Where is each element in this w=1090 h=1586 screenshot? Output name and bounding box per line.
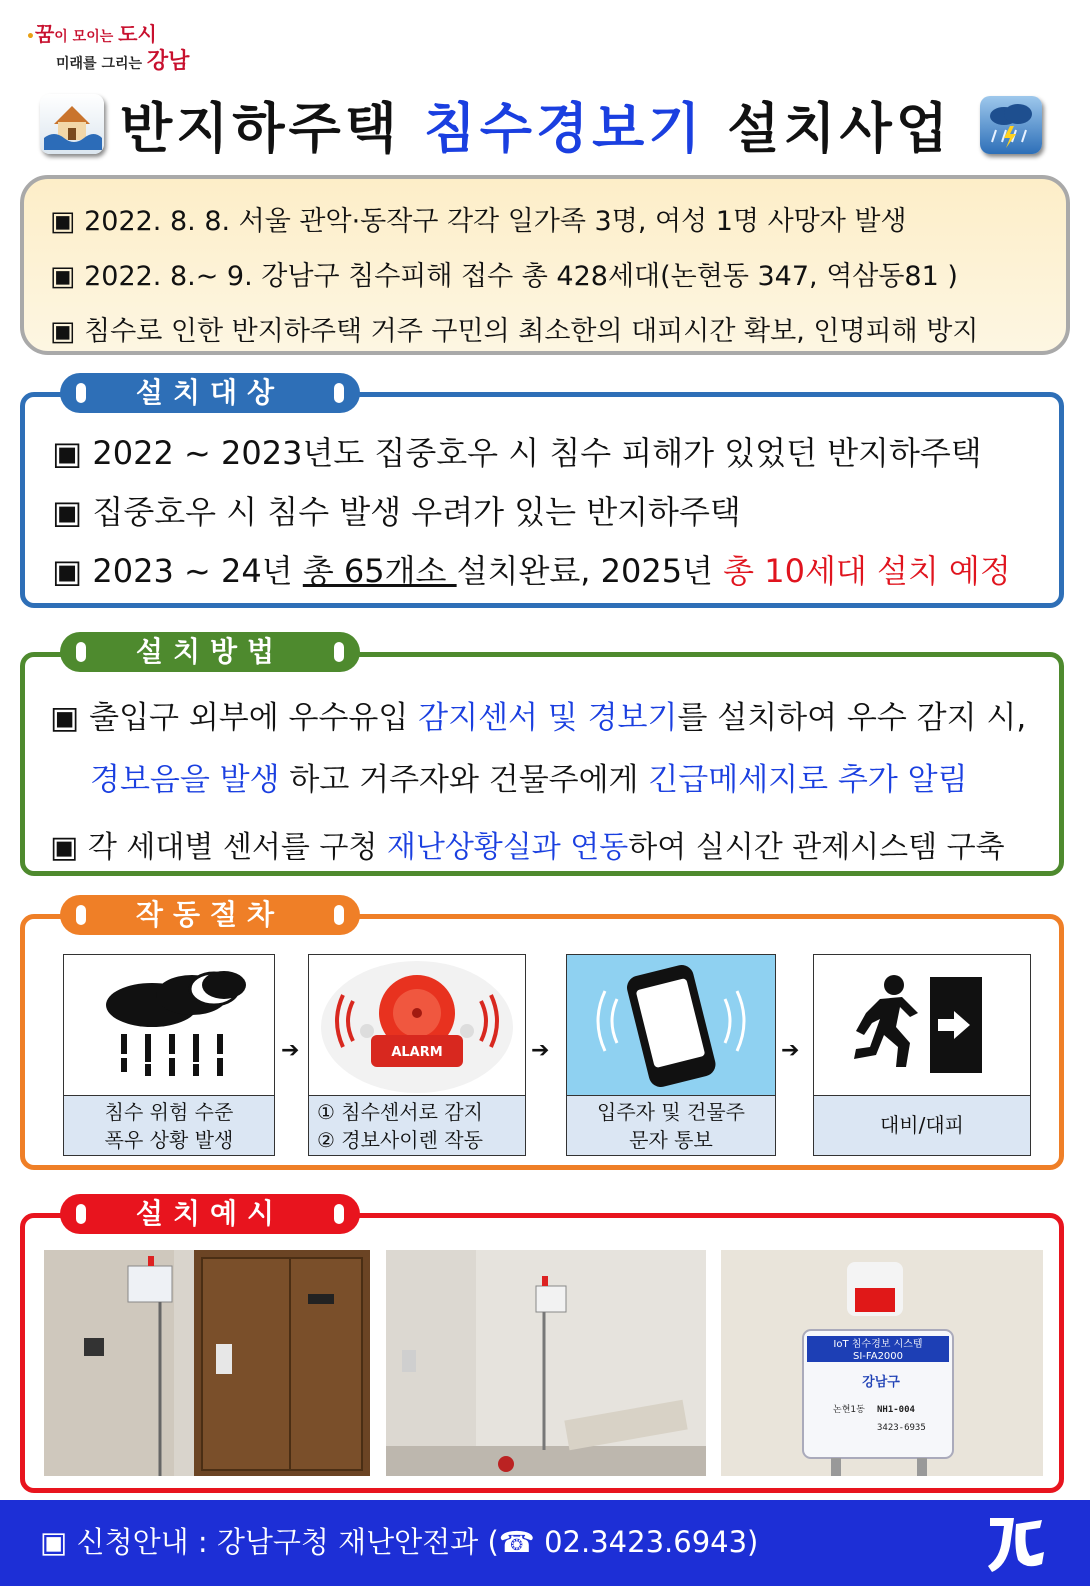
footer-bar [0, 1500, 1090, 1586]
gangnam-slogan-logo [22, 14, 222, 74]
procedure-arrow-2: ➔ [531, 1038, 550, 1063]
flooded-house-icon [40, 94, 104, 154]
procedure-step-2-caption: ① 침수센서로 감지 ② 경보사이렌 작동 [309, 1095, 525, 1155]
phone-vibrate-icon [567, 955, 775, 1095]
target-line-3: ▣ 2023 ~ 24년 총 65개소 설치완료, 2025년 총 10세대 설치 예정 [52, 552, 1011, 590]
procedure-arrow-1: ➔ [281, 1038, 300, 1063]
procedure-step-1 [63, 954, 275, 1156]
gangnam-district-emblem-icon [986, 1510, 1046, 1576]
method-section-heading: 설치방법 [60, 632, 360, 672]
storm-cloud-icon [980, 96, 1042, 154]
procedure-step-3 [566, 954, 776, 1156]
summary-line-2: ▣ 2022. 8.~ 9. 강남구 침수피해 접수 총 428세대(논현동 347, 역삼동81 ) [50, 261, 958, 292]
svg-text:ALARM: ALARM [391, 1045, 443, 1060]
example-photo-device [721, 1250, 1043, 1476]
contact-info: ▣ 신청안내 : 강남구청 재난안전과 (☎ 02.3423.6943) [40, 1525, 759, 1559]
background-summary-box [20, 175, 1070, 355]
procedure-step-3-caption: 입주자 및 건물주 문자 통보 [567, 1095, 775, 1155]
method-line-3: ▣ 각 세대별 센서를 구청 재난상황실과 연동하여 실시간 관제시스템 구축 [50, 830, 1005, 865]
alarm-bell-icon [309, 955, 525, 1095]
procedure-step-1-caption: 침수 위험 수준 폭우 상황 발생 [64, 1095, 274, 1155]
target-line-1: ▣ 2022 ~ 2023년도 집중호우 시 침수 피해가 있었던 반지하주택 [52, 434, 982, 472]
procedure-step-2 [308, 954, 526, 1156]
logo-line2: 미래를 그리는 강남 [56, 49, 190, 74]
example-photo-door [44, 1250, 370, 1476]
examples-section-heading: 설치예시 [60, 1194, 360, 1234]
method-line-2: 경보음을 발생 하고 거주자와 건물주에게 긴급메세지로 추가 알림 [90, 762, 968, 798]
svg-text:IoT 침수경보 시스템: IoT 침수경보 시스템 [833, 1339, 923, 1350]
summary-line-3: ▣ 침수로 인한 반지하주택 거주 구민의 최소한의 대피시간 확보, 인명피해 방지 [50, 316, 979, 347]
target-line-2: ▣ 집중호우 시 침수 발생 우려가 있는 반지하주택 [52, 493, 741, 531]
summary-line-1: ▣ 2022. 8. 8. 서울 관악·동작구 각각 일가족 3명, 여성 1명 사망자 발생 [50, 206, 907, 237]
page-title: 반지하주택 침수경보기 설치사업 [120, 97, 952, 160]
svg-text:강남구: 강남구 [862, 1375, 900, 1390]
procedure-step-4 [813, 954, 1031, 1156]
target-section-heading: 설치대상 [60, 373, 360, 413]
exit-run-icon [814, 955, 1030, 1095]
procedure-section-heading: 작동절차 [60, 895, 360, 935]
example-photo-wall [386, 1250, 706, 1476]
method-line-1: ▣ 출입구 외부에 우수유입 감지센서 및 경보기를 설치하여 우수 감지 시, [50, 700, 1027, 736]
procedure-arrow-3: ➔ [781, 1038, 800, 1063]
logo-line1: •꿈이 모이는 도시 [26, 22, 157, 46]
svg-text:NH1-004: NH1-004 [877, 1405, 915, 1415]
rain-cloud-icon [64, 955, 274, 1095]
svg-text:논현1동: 논현1동 [833, 1405, 865, 1415]
svg-text:3423-6935: 3423-6935 [877, 1423, 926, 1433]
svg-text:SI-FA2000: SI-FA2000 [852, 1351, 904, 1362]
procedure-step-4-caption: 대비/대피 [814, 1095, 1030, 1155]
